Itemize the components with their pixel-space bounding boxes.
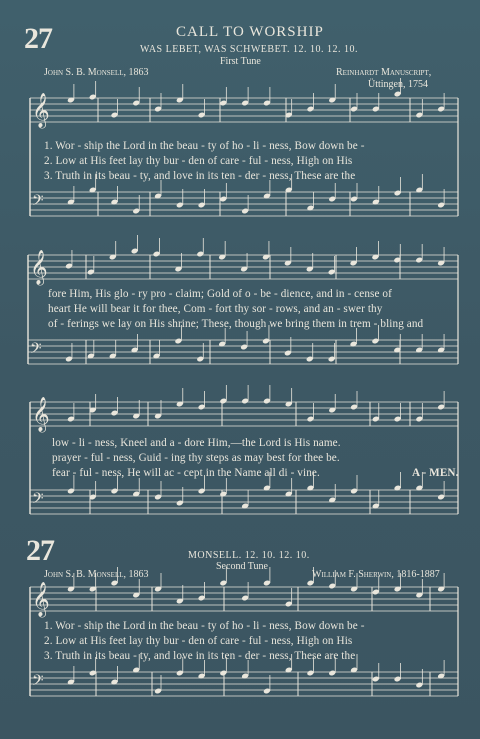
bass-clef-icon: 𝄢 — [32, 192, 44, 213]
hymn-title: CALL TO WORSHIP — [176, 24, 324, 40]
amen-label: A - MEN. — [412, 467, 459, 479]
treble-clef-icon: 𝄞 — [32, 397, 50, 432]
verse-3-line: of - ferings we lay on His shrine; These, though we bring them in trem - bling and — [48, 318, 424, 330]
verse-1-line: 1. Wor - ship the Lord in the beau - ty of ho - li - ness, Bow down be - — [44, 620, 365, 632]
treble-clef-icon: 𝄞 — [32, 582, 50, 617]
source-credit-place: Üttingen, 1754 — [368, 79, 428, 90]
verse-3-line: 3. Truth in its beau - ty, and love in its ten - der - ness, These are the — [44, 650, 356, 662]
tune-subtitle-second: Second Tune — [216, 561, 268, 572]
verse-1-line: 1. Wor - ship the Lord in the beau - ty of ho - li - ness, Bow down be - — [44, 140, 365, 152]
hymn-number: 27 — [24, 22, 52, 55]
verse-2-line: prayer - ful - ness, Guid - ing thy steps as may best for thee be. — [52, 452, 340, 464]
tune-name-second: MONSELL. 12. 10. 12. 10. — [188, 550, 310, 561]
verse-2-line: 2. Low at His feet lay thy bur - den of care - ful - ness, High on His — [44, 635, 353, 647]
tune-name: WAS LEBET, WAS SCHWEBET. 12. 10. 12. 10. — [140, 44, 359, 55]
treble-clef-icon: 𝄞 — [30, 250, 48, 285]
verse-2-line: heart He will bear it for thee, Com - fort thy sor - rows, and an - swer thy — [48, 303, 383, 315]
verse-3-line: fear - ful - ness, He will ac - cept in the Name all di - vine. — [52, 467, 320, 479]
hymn-number-second: 27 — [26, 534, 54, 567]
verse-3-line: 3. Truth in its beau - ty, and love in its ten - der - ness, These are the — [44, 170, 356, 182]
bass-clef-icon: 𝄢 — [30, 340, 42, 361]
source-credit: Reinhardt Manuscript, — [336, 67, 432, 78]
verse-1-line: low - li - ness, Kneel and a - dore Him,—the Lord is His name. — [52, 437, 341, 449]
bass-clef-icon: 𝄢 — [32, 672, 44, 693]
verse-1-line: fore Him, His glo - ry pro - claim; Gold of o - be - dience, and in - cense of — [48, 288, 392, 300]
verse-2-line: 2. Low at His feet lay thy bur - den of care - ful - ness, High on His — [44, 155, 353, 167]
treble-clef-icon: 𝄞 — [32, 93, 50, 128]
author-credit-second: John S. B. Monsell, 1863 — [44, 569, 149, 580]
bass-clef-icon: 𝄢 — [32, 490, 44, 511]
author-credit: John S. B. Monsell, 1863 — [44, 67, 149, 78]
tune-subtitle: First Tune — [220, 56, 261, 67]
composer-credit: William F. Sherwin, 1816-1887 — [312, 569, 440, 580]
